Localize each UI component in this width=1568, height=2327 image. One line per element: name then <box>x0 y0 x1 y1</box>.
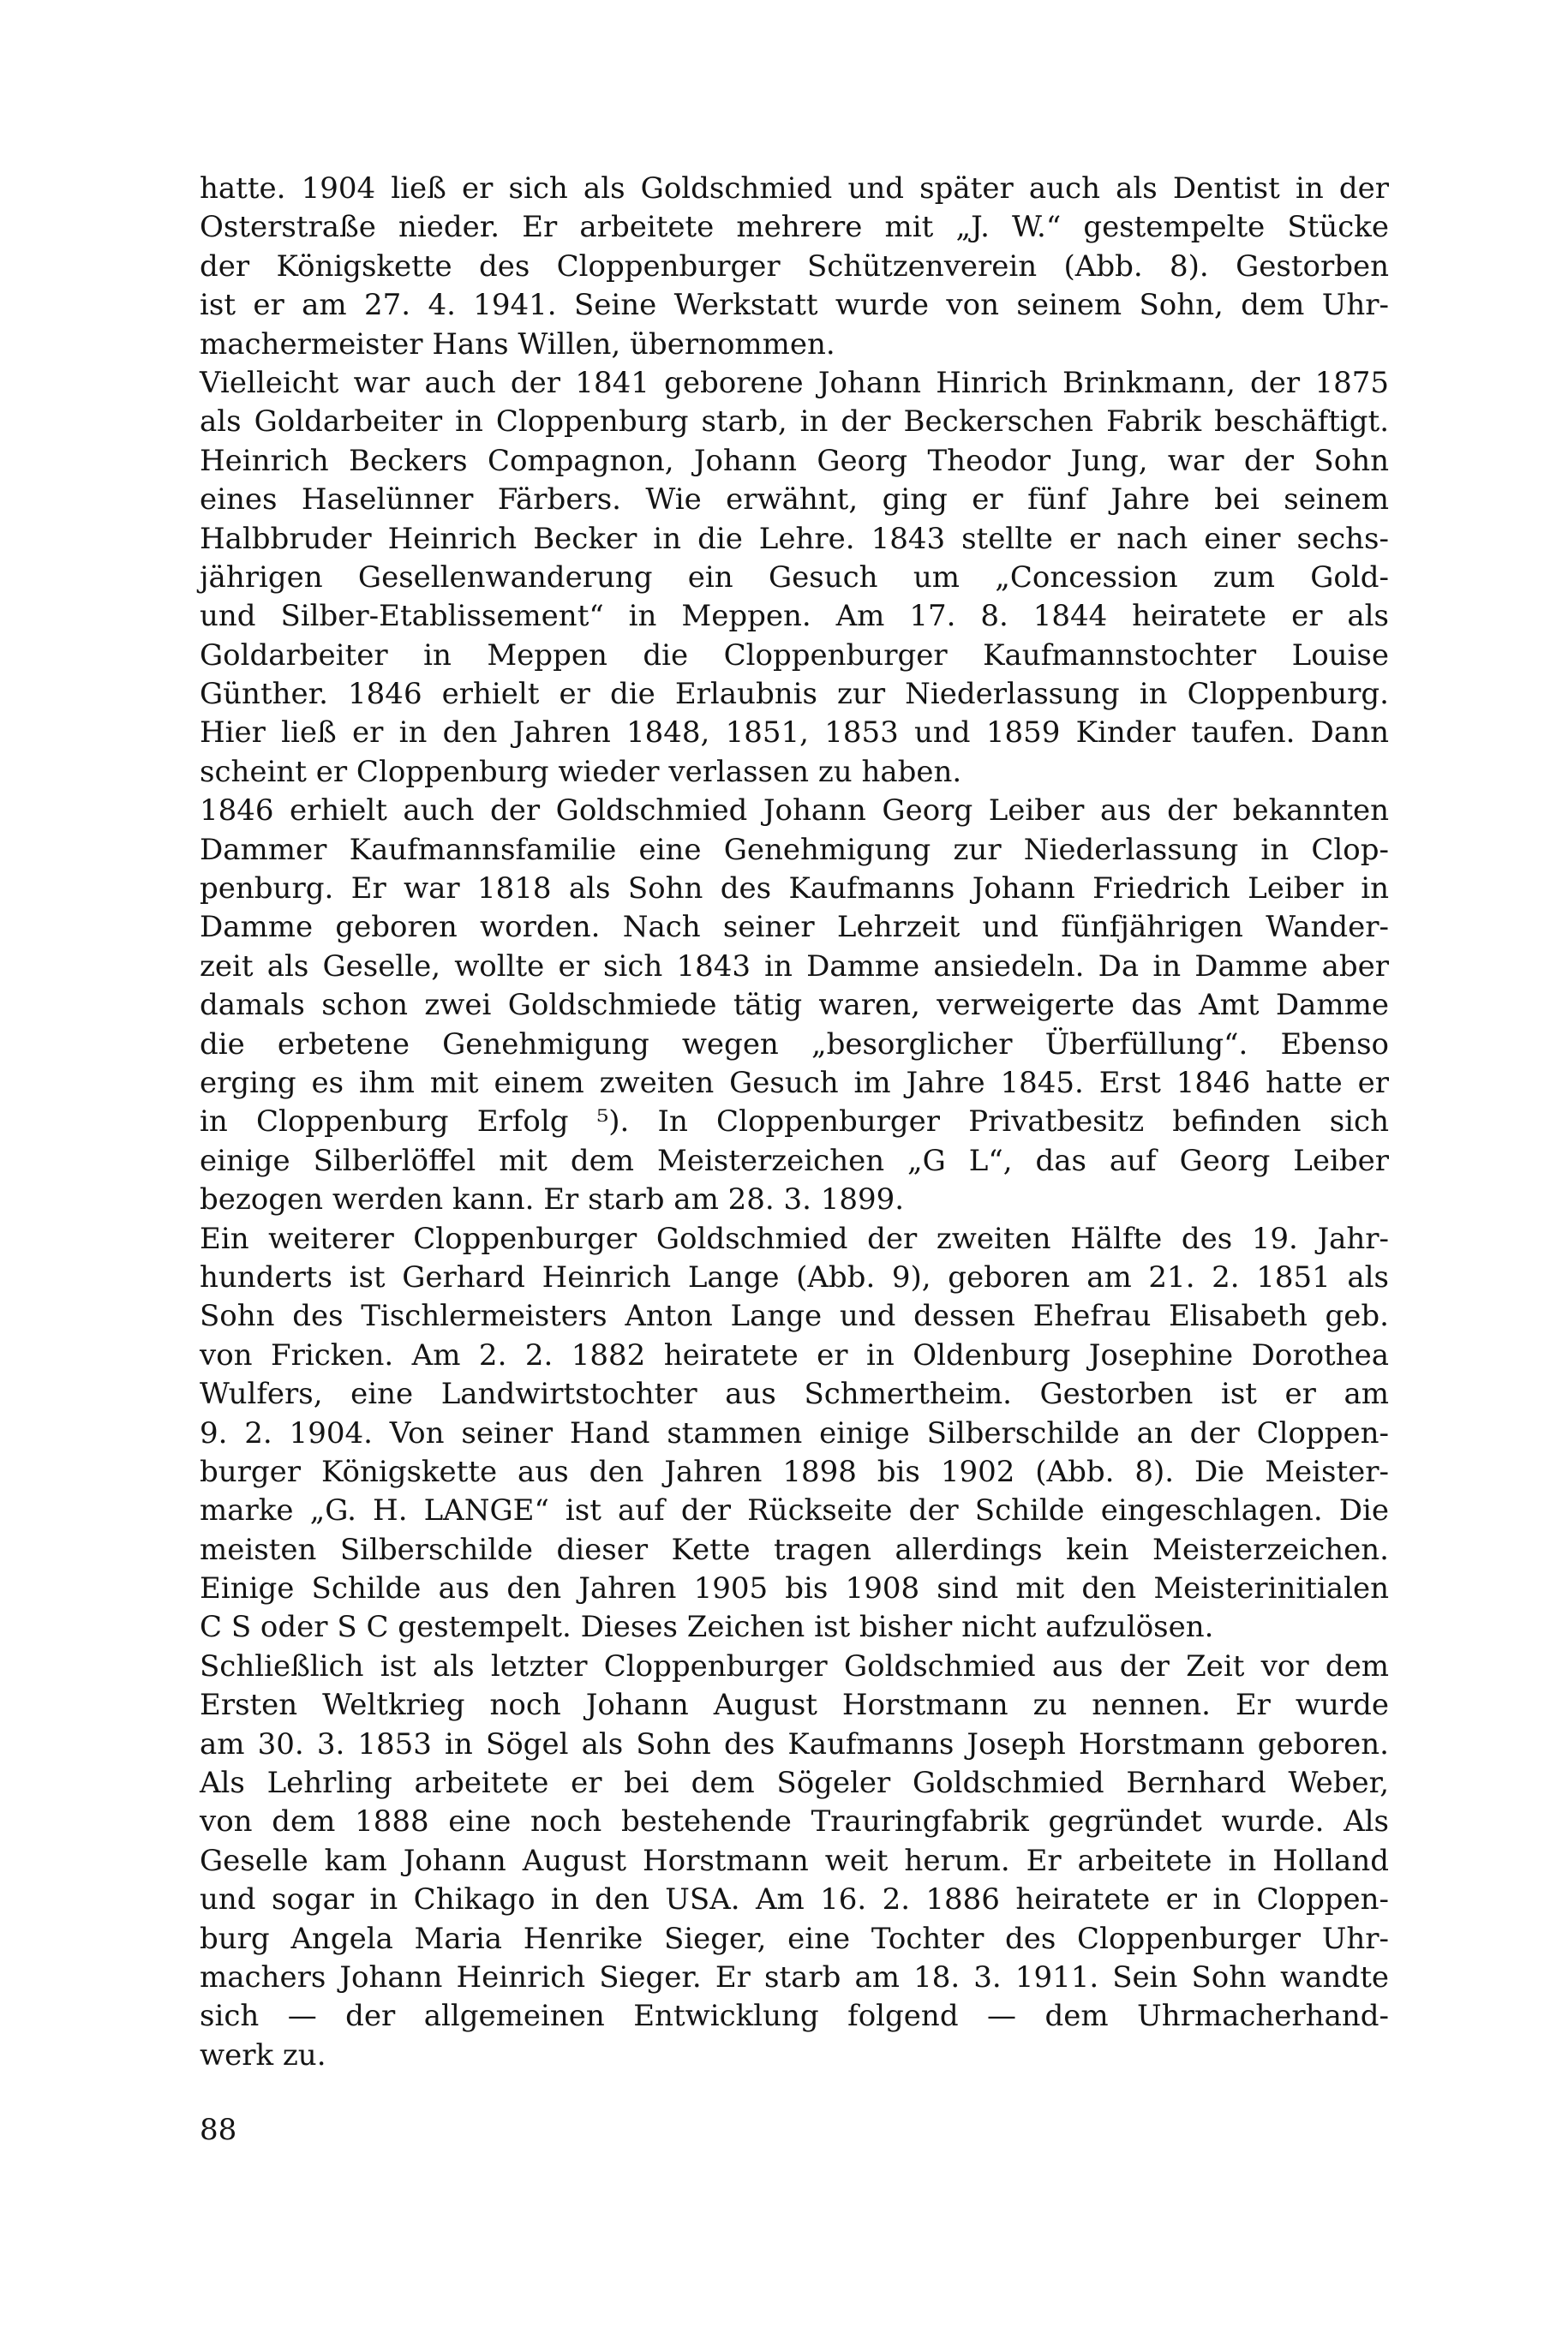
text-line: erging es ihm mit einem zweiten Gesuch im Jahre 1845. Erst 1846 hatte er <box>200 1065 1389 1100</box>
text-line: Hier ließ er in den Jahren 1848, 1851, 1853 und 1859 Kinder taufen. Dann <box>200 715 1389 751</box>
text-line: Ein weiterer Cloppenburger Goldschmied der zweiten Hälfte des 19. Jahr- <box>200 1221 1389 1256</box>
paragraph <box>200 1220 1389 1648</box>
text-line: Schließlich ist als letzter Cloppenburger Goldschmied aus der Zeit vor dem <box>200 1648 1389 1684</box>
text-line: meisten Silberschilde dieser Kette tragen allerdings kein Meisterzeichen. <box>200 1532 1389 1567</box>
text-line: Goldarbeiter in Meppen die Cloppenburger Kaufmannstochter Louise <box>200 637 1389 673</box>
text-line: von Fricken. Am 2. 2. 1882 heiratete er in Oldenburg Josephine Dorothea <box>200 1337 1389 1373</box>
text-line: marke „G. H. LANGE“ ist auf der Rückseite der Schilde eingeschlagen. Die <box>200 1493 1389 1528</box>
text-line: 1846 erhielt auch der Goldschmied Johann Georg Leiber aus der bekannten <box>200 793 1389 829</box>
paragraph <box>200 1648 1389 2075</box>
text-line: 9. 2. 1904. Von seiner Hand stammen einige Silberschilde an der Cloppen- <box>200 1415 1389 1451</box>
text-line: Einige Schilde aus den Jahren 1905 bis 1908 sind mit den Meisterinitialen <box>200 1571 1389 1606</box>
text-line: Ersten Weltkrieg noch Johann August Horstmann zu nennen. Er wurde <box>200 1688 1389 1723</box>
text-line: jährigen Gesellenwanderung ein Gesuch um „Concession zum Gold- <box>200 559 1389 595</box>
paragraph <box>200 792 1389 1219</box>
text-line: am 30. 3. 1853 in Sögel als Sohn des Kaufmanns Joseph Horstmann geboren. <box>200 1726 1389 1762</box>
text-line: Damme geboren worden. Nach seiner Lehrzeit und fünfjährigen Wander- <box>200 910 1389 945</box>
text-line: Heinrich Beckers Compagnon, Johann Georg Theodor Jung, war der Sohn <box>200 443 1389 478</box>
text-line: hatte. 1904 ließ er sich als Goldschmied und später auch als Dentist in der <box>200 171 1389 206</box>
text-line: scheint er Cloppenburg wieder verlassen zu haben. <box>200 754 962 789</box>
text-line: werk zu. <box>200 2037 326 2073</box>
text-line: bezogen werden kann. Er starb am 28. 3. 1899. <box>200 1182 905 1217</box>
text-line: hunderts ist Gerhard Heinrich Lange (Abb. 9), geboren am 21. 2. 1851 als <box>200 1259 1389 1295</box>
text-line: zeit als Geselle, wollte er sich 1843 in Damme ansiedeln. Da in Damme aber <box>200 948 1389 984</box>
text-line: burg Angela Maria Henrike Sieger, eine Tochter des Cloppenburger Uhr- <box>200 1921 1389 1956</box>
text-line: Halbbruder Heinrich Becker in die Lehre. 1843 stellte er nach einer sechs- <box>200 521 1389 556</box>
text-line: in Cloppenburg Erfolg ⁵). In Cloppenburger Privatbesitz befinden sich <box>200 1104 1389 1140</box>
text-line: Sohn des Tischlermeisters Anton Lange und dessen Ehefrau Elisabeth geb. <box>200 1299 1389 1334</box>
text-line: Günther. 1846 erhielt er die Erlaubnis zur Niederlassung in Cloppenburg. <box>200 677 1389 712</box>
text-line: der Königskette des Cloppenburger Schützenverein (Abb. 8). Gestorben <box>200 248 1389 284</box>
text-line: eines Haselünner Färbers. Wie erwähnt, ging er fünf Jahre bei seinem <box>200 482 1389 517</box>
text-line: und Silber-Etablissement“ in Meppen. Am 17. 8. 1844 heiratete er als <box>200 599 1389 634</box>
text-line: Osterstraße nieder. Er arbeitete mehrere mit „J. W.“ gestempelte Stücke <box>200 210 1389 245</box>
text-line: sich — der allgemeinen Entwicklung folgend — dem Uhrmacherhand- <box>200 1999 1389 2034</box>
text-line: penburg. Er war 1818 als Sohn des Kaufmanns Johann Friedrich Leiber in <box>200 871 1389 906</box>
text-line: Vielleicht war auch der 1841 geborene Johann Hinrich Brinkmann, der 1875 <box>200 365 1389 400</box>
text-line: C S oder S C gestempelt. Dieses Zeichen ist bisher nicht aufzulösen. <box>200 1610 1214 1645</box>
text-line: ist er am 27. 4. 1941. Seine Werkstatt wurde von seinem Sohn, dem Uhr- <box>200 288 1389 323</box>
text-line: machermeister Hans Willen, übernommen. <box>200 326 835 362</box>
text-line: burger Königskette aus den Jahren 1898 bis 1902 (Abb. 8). Die Meister- <box>200 1454 1389 1489</box>
body-text <box>200 170 1389 2075</box>
text-line: Als Lehrling arbeitete er bei dem Sögeler Goldschmied Bernhard Weber, <box>200 1766 1389 1801</box>
text-line: von dem 1888 eine noch bestehende Trauringfabrik gegründet wurde. Als <box>200 1804 1389 1839</box>
paragraph <box>200 364 1389 792</box>
text-line: als Goldarbeiter in Cloppenburg starb, in der Beckerschen Fabrik beschäftigt. <box>200 404 1389 440</box>
text-line: machers Johann Heinrich Sieger. Er starb am 18. 3. 1911. Sein Sohn wandte <box>200 1959 1389 1995</box>
text-line: damals schon zwei Goldschmiede tätig waren, verweigerte das Amt Damme <box>200 988 1389 1023</box>
text-line: Geselle kam Johann August Horstmann weit herum. Er arbeitete in Holland <box>200 1843 1389 1878</box>
page-number: 88 <box>200 2113 237 2147</box>
text-line: einige Silberlöffel mit dem Meisterzeichen „G L“, das auf Georg Leiber <box>200 1143 1389 1178</box>
text-line: und sogar in Chikago in den USA. Am 16. 2. 1886 heiratete er in Cloppen- <box>200 1882 1389 1917</box>
paragraph <box>200 170 1389 364</box>
text-line: Dammer Kaufmannsfamilie eine Genehmigung zur Niederlassung in Clop- <box>200 832 1389 867</box>
text-line: die erbetene Genehmigung wegen „besorglicher Überfüllung“. Ebenso <box>200 1026 1389 1062</box>
text-line: Wulfers, eine Landwirtstochter aus Schmertheim. Gestorben ist er am <box>200 1377 1389 1412</box>
